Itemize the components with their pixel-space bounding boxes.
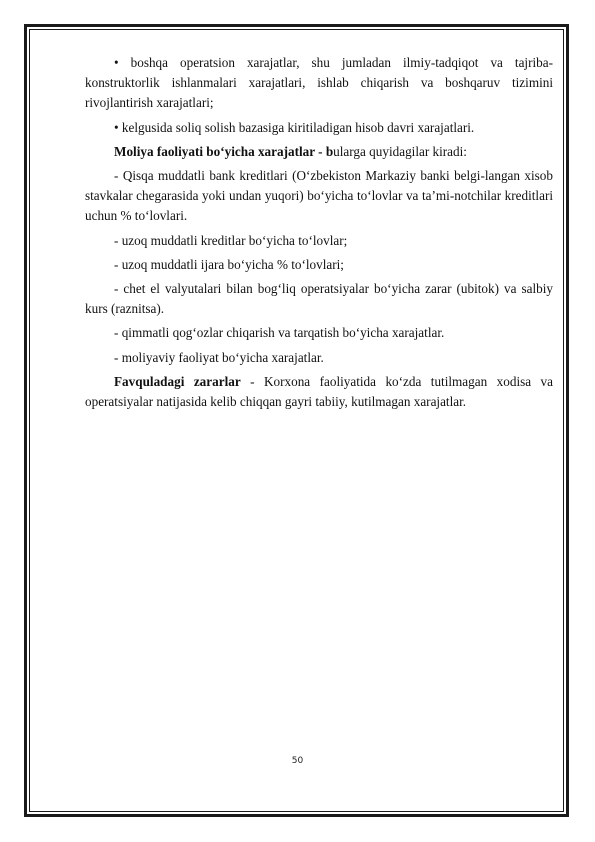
page-number: 50 <box>291 756 304 766</box>
extraordinary-losses-definition: - Korxona faoliyatida ko‘zda tutilmagan xodisa va operatsiyalar natijasida kelib chiqqan gayri tabiiy, kutilmagan xarajatlar. <box>85 373 553 410</box>
list-item-financial-activity: - moliyaviy faoliyat bo‘yicha xarajatlar. <box>114 349 324 365</box>
list-item-foreign-currency: - chet el valyutalari bilan bog‘liq operatsiyalar bo‘yicha zarar (ubitok) va salbiy kurs (raznitsa). <box>85 281 553 317</box>
list-item-short-term-credits: - Qisqa muddatli bank kreditlari (O‘zbekiston Markaziy banki belgi-langan xisob stavkalar chegarasida yoki undan yuqori) bo‘yicha to‘lovlar va ta’mi-notchilar kreditlari uchun % to‘lovlari. <box>85 168 553 224</box>
document-body <box>85 53 553 416</box>
financial-expenses-heading: Moliya faoliyati bo‘yicha xarajatlar - b <box>114 143 334 159</box>
list-item-long-term-credits: - uzoq muddatli kreditlar bo‘yicha to‘lovlar; <box>114 232 348 248</box>
extraordinary-losses-paragraph <box>85 372 553 412</box>
extraordinary-losses-heading: Favquladagi zararlar <box>114 373 241 389</box>
list-item-securities: - qimmatli qog‘ozlar chiqarish va tarqatish bo‘yicha xarajatlar. <box>114 325 445 341</box>
bullet-paragraph-operational-expenses: • boshqa operatsion xarajatlar, shu jumladan ilmiy-tadqiqot va tajriba-konstruktorlik ishlanmalari xarajatlari, ishlab chiqarish va boshqaruv tizimini rivojlantirish xarajatlari; <box>85 55 553 111</box>
financial-expenses-paragraph <box>85 142 553 162</box>
bullet-paragraph-period-expenses: • kelgusida soliq solish bazasiga kiritiladigan hisob davri xarajatlari. <box>114 119 475 135</box>
financial-expenses-intro: ularga quyidagilar kiradi: <box>333 143 467 159</box>
list-item-long-term-lease: - uzoq muddatli ijara bo‘yicha % to‘lovlari; <box>114 256 344 272</box>
